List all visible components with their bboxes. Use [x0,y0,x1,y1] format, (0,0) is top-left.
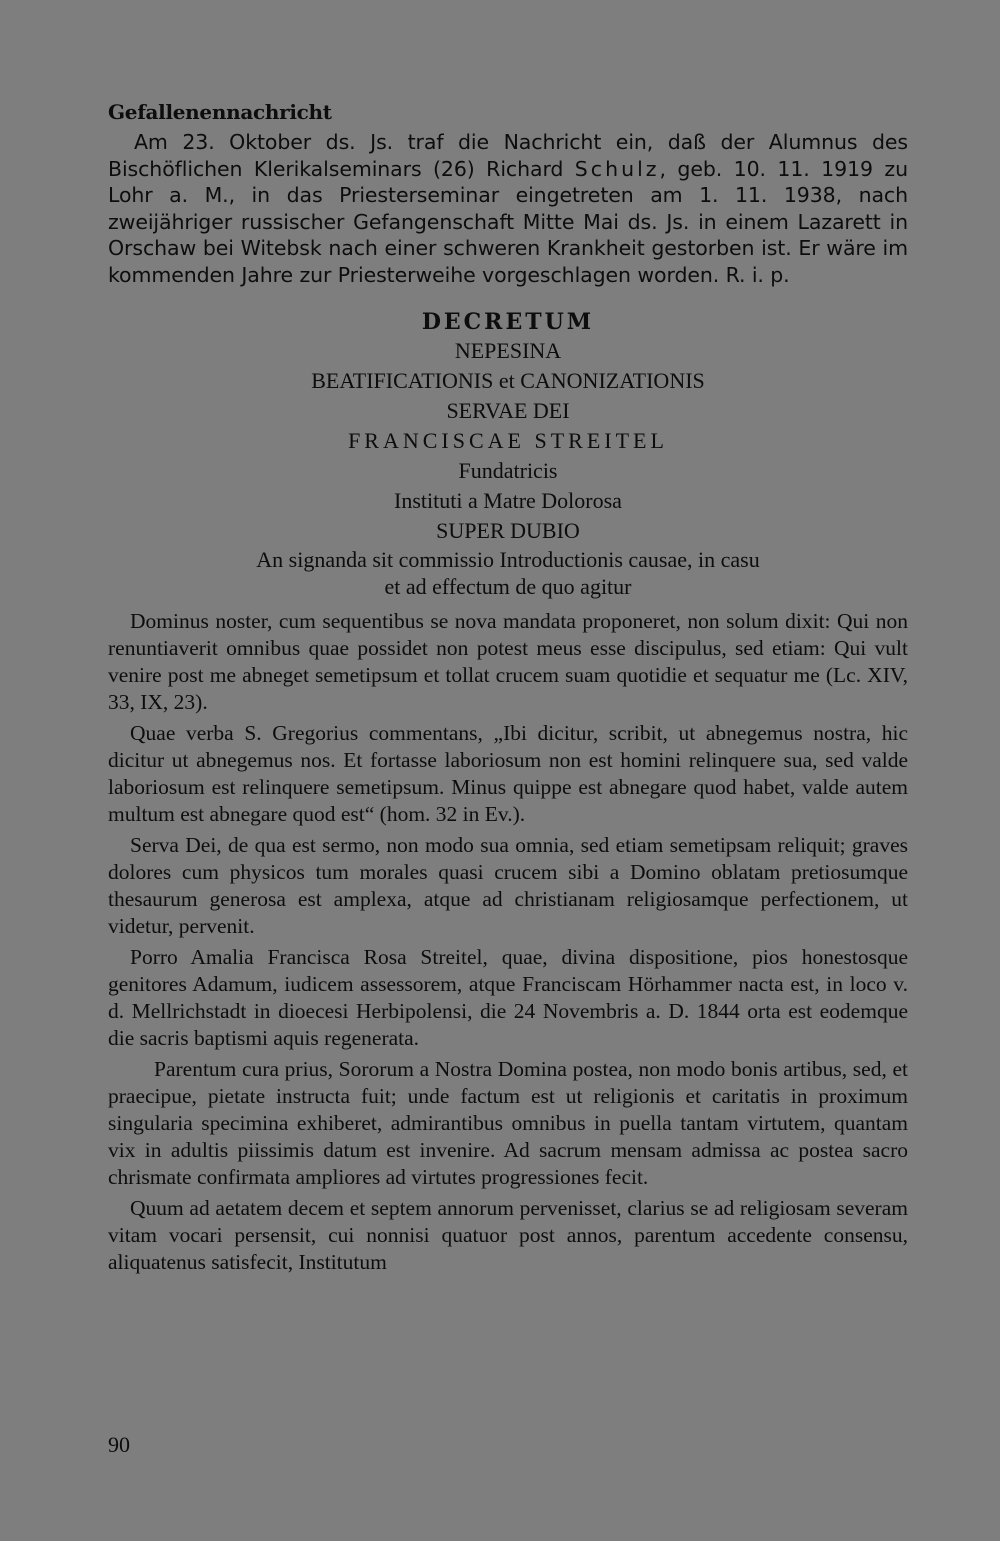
notice-body-suffix: , geb. 10. 11. 1919 zu Lohr a. M., in das Priesterseminar eingetreten am 1. 11. 1938, nach zweijähriger russischer Gefangenschaft Mitte Mai ds. Js. in einem Lazarett in Orschaw bei Witebsk nach einer schweren Krankheit gestorben ist. Er wäre im kommenden Jahre zur Priesterweihe vorgeschlagen worden. R. i. p. [108,156,908,287]
paragraph-1: Dominus noster, cum sequentibus se nova mandata proponeret, non solum dixit: Qui non renuntiaverit omnibus quae possidet non potest meus esse discipulus, sed etiam: Qui vult venire post me abneget semetipsum et tollat crucem suam quotidie et sequatur me (Lc. XIV, 33, IX, 23). [108,609,908,714]
page-number: 90 [108,1432,130,1457]
decree-header [108,308,908,600]
decree-servant: SERVAE DEI [446,398,570,423]
notice-body-prefix: Am 23. Oktober ds. Js. traf die Nachricht ein, daß der Alumnus des Bischöflichen Klerikalseminars (26) Richard [108,130,908,181]
decree-dubium: SUPER DUBIO [436,518,580,543]
paragraph-4: Porro Amalia Francisca Rosa Streitel, quae, divina dispositione, pios honestosque genitores Adamum, iudicem assessorem, atque Franciscam Hörhammer nacta est, in loco v. d. Mellrichstadt in dioecesi Herbipolensi, die 24 Novembris a. D. 1844 orta est eodemque die sacris baptismi aquis regenerata. [108,945,908,1050]
decree-question-line-2: et ad effectum de quo agitur [384,574,632,599]
paragraph-5: Parentum cura prius, Sororum a Nostra Domina postea, non modo bonis artibus, sed, et praecipue, pietate instructa fuit; unde factum est ut religionis et caritatis in proximum singularia specimina exhiberet, admirantibus omnibus in puella tantam virtutem, quantam vix in adultis piissimis datum est invenire. Ad sacrum mensam admissa ac postea sacro chrismate confirmata ampliores ad virtutes progressiones fecit. [108,1057,908,1189]
paragraph-3: Serva Dei, de qua est sermo, non modo sua omnia, sed etiam semetipsam reliquit; graves dolores cum physicos tum morales quasi crucem sibi a Domino oblatam pretiosumque thesaurum generosa est amplexa, atque ad christianam religiosamque perfectionem, ut videtur, pervenit. [108,833,908,938]
decree-diocese: NEPESINA [454,338,562,363]
decree-question-line-1: An signanda sit commissio Introductionis causae, in casu [256,547,760,572]
decree-founder: Fundatricis [458,458,558,483]
paragraph-2: Quae verba S. Gregorius commentans, „Ibi dicitur, scribit, ut abnegemus nostra, hic dicitur ut abnegemus nos. Et fortasse laboriosum non est homini relinquere sua, sed valde laboriosum est relinquere semetipsum. Minus quippe est abnegare quod habet, valde autem multum est abnegare quod est“ (hom. 32 in Ev.). [108,721,908,826]
notice-name-spaced: Schulz [574,156,660,181]
notice-heading: Gefallenennachricht [108,100,332,124]
decree-title: DECRETUM [421,309,595,335]
notice-body [108,129,908,288]
paragraph-6: Quum ad aetatem decem et septem annorum pervenisset, clarius se ad religiosam severam vitam vocari persensit, cui nonnisi quatuor post annos, parentum accedente consensu, aliquatenus satisfecit, Institutum [108,1196,908,1274]
decree-cause: BEATIFICATIONIS et CANONIZATIONIS [311,368,705,393]
decree-name: FRANCISCAE STREITEL [348,428,668,453]
decree-institute: Instituti a Matre Dolorosa [394,488,622,513]
